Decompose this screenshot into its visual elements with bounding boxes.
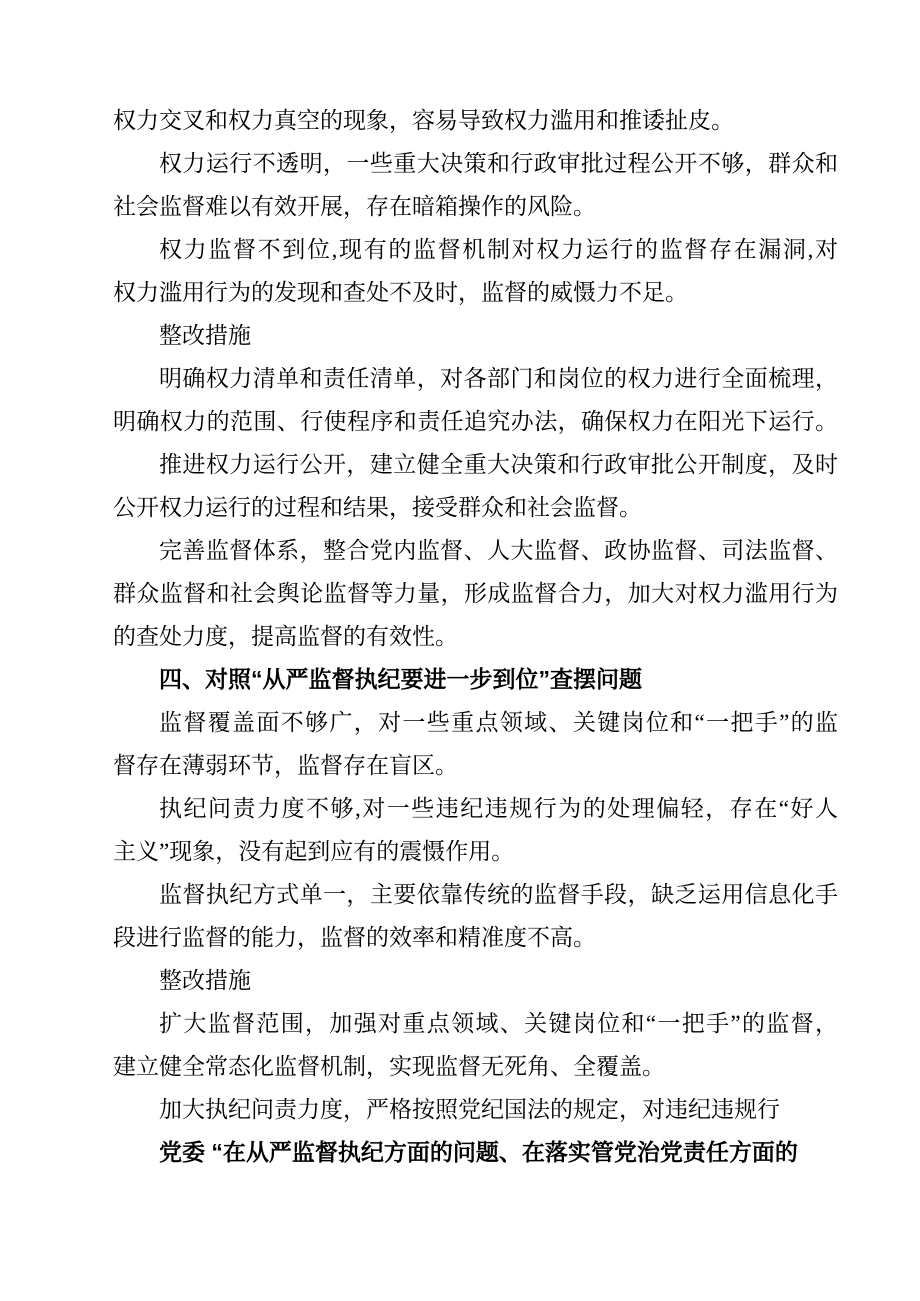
- text-line: 明确权力的范围、行使程序和责任追究办法，确保权力在阳光下运行。: [113, 409, 838, 434]
- text-line: 整改措施: [159, 968, 251, 993]
- text-line: 整改措施: [159, 323, 251, 348]
- text-line: 的查处力度，提高监督的有效性。: [113, 624, 458, 649]
- text-line: 明确权力清单和责任清单，对各部门和岗位的权力进行全面梳理，: [159, 366, 838, 391]
- text-line: 扩大监督范围，加强对重点领域、关键岗位和“一把手”的监督，: [159, 1011, 838, 1036]
- text-line: 推进权力运行公开，建立健全重大决策和行政审批公开制度，及时: [159, 452, 838, 477]
- footer-overlay-line: 党委 “在从严监督执纪方面的问题、在落实管党治党责任方面的: [159, 1139, 798, 1165]
- text-line: 权力交叉和权力真空的现象，容易导致权力滥用和推诿扯皮。: [113, 108, 734, 133]
- text-line: 社会监督难以有效开展，存在暗箱操作的风险。: [113, 194, 596, 219]
- text-line: 权力运行不透明，一些重大决策和行政审批过程公开不够，群众和: [159, 151, 838, 176]
- text-line: 监督覆盖面不够广，对一些重点领域、关键岗位和“一把手”的监: [159, 710, 838, 735]
- text-line: 段进行监督的能力，监督的效率和精准度不高。: [113, 925, 596, 950]
- text-line: 完善监督体系，整合党内监督、人大监督、政协监督、司法监督、: [159, 538, 838, 563]
- text-line: 主义”现象，没有起到应有的震慑作用。: [113, 839, 515, 864]
- text-line: 监督执纪方式单一，主要依靠传统的监督手段，缺乏运用信息化手: [159, 882, 838, 907]
- text-line: 执纪问责力度不够,对一些违纪违规行为的处理偏轻，存在“好人: [159, 796, 838, 821]
- section-heading: 四、对照“从严监督执纪要进一步到位”查摆问题: [159, 666, 642, 692]
- text-line: 督存在薄弱环节，监督存在盲区。: [113, 753, 458, 778]
- text-line: 加大执纪问责力度，严格按照党纪国法的规定，对违纪违规行: [159, 1097, 780, 1122]
- text-line: 权力监督不到位,现有的监督机制对权力运行的监督存在漏洞,对: [159, 237, 838, 262]
- text-line: 权力滥用行为的发现和查处不及时，监督的威慑力不足。: [113, 280, 688, 305]
- text-line: 公开权力运行的过程和结果，接受群众和社会监督。: [113, 495, 642, 520]
- text-line: 群众监督和社会舆论监督等力量，形成监督合力，加大对权力滥用行为: [113, 581, 838, 606]
- document-body: [113, 99, 838, 1174]
- text-line: 建立健全常态化监督机制，实现监督无死角、全覆盖。: [113, 1054, 665, 1079]
